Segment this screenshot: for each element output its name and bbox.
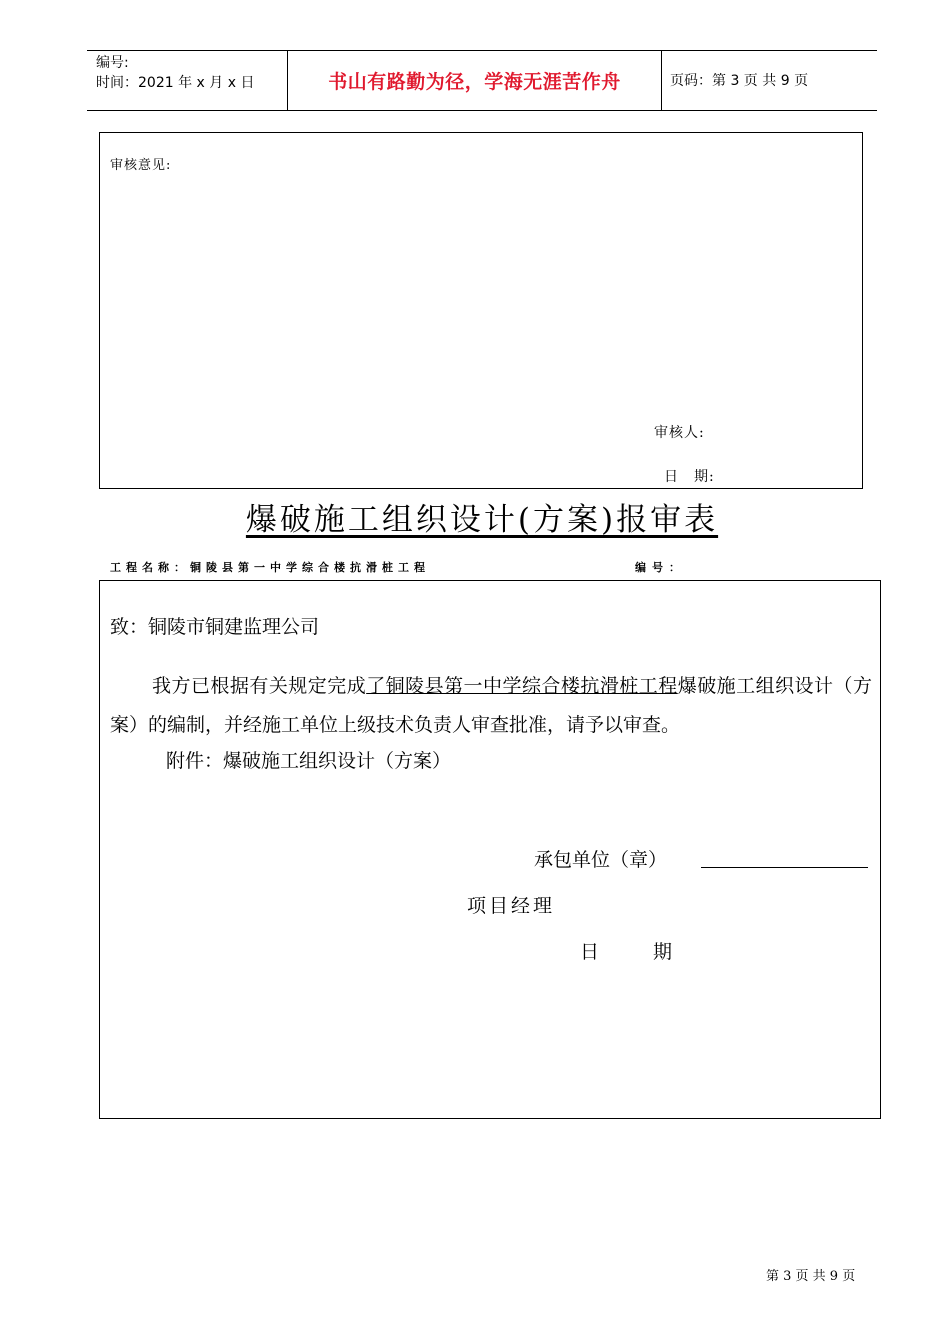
submission-box <box>99 580 881 1119</box>
review-opinion-box <box>99 132 863 489</box>
header-page-info: 页码：第 3 页 共 9 页 <box>670 73 809 89</box>
date-char-day: 日 <box>580 941 600 963</box>
header-time-label: 时间：2021 年 x 月 x 日 <box>96 75 255 91</box>
header-motto: 书山有路勤为径，学海无涯苦作舟 <box>328 71 621 93</box>
contractor-label: 承包单位（章） <box>534 849 668 871</box>
project-name-line: 工程名称：铜陵县第一中学综合楼抗滑桩工程 <box>110 561 430 574</box>
header-meta <box>96 53 254 93</box>
contractor-signature-line <box>701 867 868 868</box>
form-code-label: 编号： <box>635 561 686 574</box>
review-opinion-label: 审核意见: <box>110 158 172 173</box>
submission-body <box>110 667 872 745</box>
reviewer-label: 审核人: <box>654 425 705 441</box>
recipient-line: 致：铜陵市铜建监理公司 <box>110 616 320 638</box>
project-manager-label: 项目经理 <box>467 895 556 917</box>
header-bottom-rule <box>87 110 877 111</box>
body-suffix: 爆破施工组织设计（方案）的编制，并经施工单位上级技术负责人审查批准，请予以审查。 <box>110 675 872 736</box>
body-project-underlined: 了铜陵县第一中学综合楼抗滑桩工程 <box>366 675 678 697</box>
review-date-label: 日 期: <box>664 469 715 485</box>
footer-page-info: 第 3 页 共 9 页 <box>766 1269 856 1284</box>
header-divider-right <box>661 50 662 110</box>
submission-date-label <box>580 937 672 964</box>
attachment-line: 附件：爆破施工组织设计（方案） <box>166 750 452 772</box>
body-prefix: 我方已根据有关规定完成 <box>152 675 367 697</box>
form-title: 爆破施工组织设计(方案)报审表 <box>245 502 719 538</box>
header-top-rule <box>87 50 877 51</box>
header-code-label: 编号: <box>96 55 129 71</box>
date-char-period: 期 <box>653 941 673 963</box>
